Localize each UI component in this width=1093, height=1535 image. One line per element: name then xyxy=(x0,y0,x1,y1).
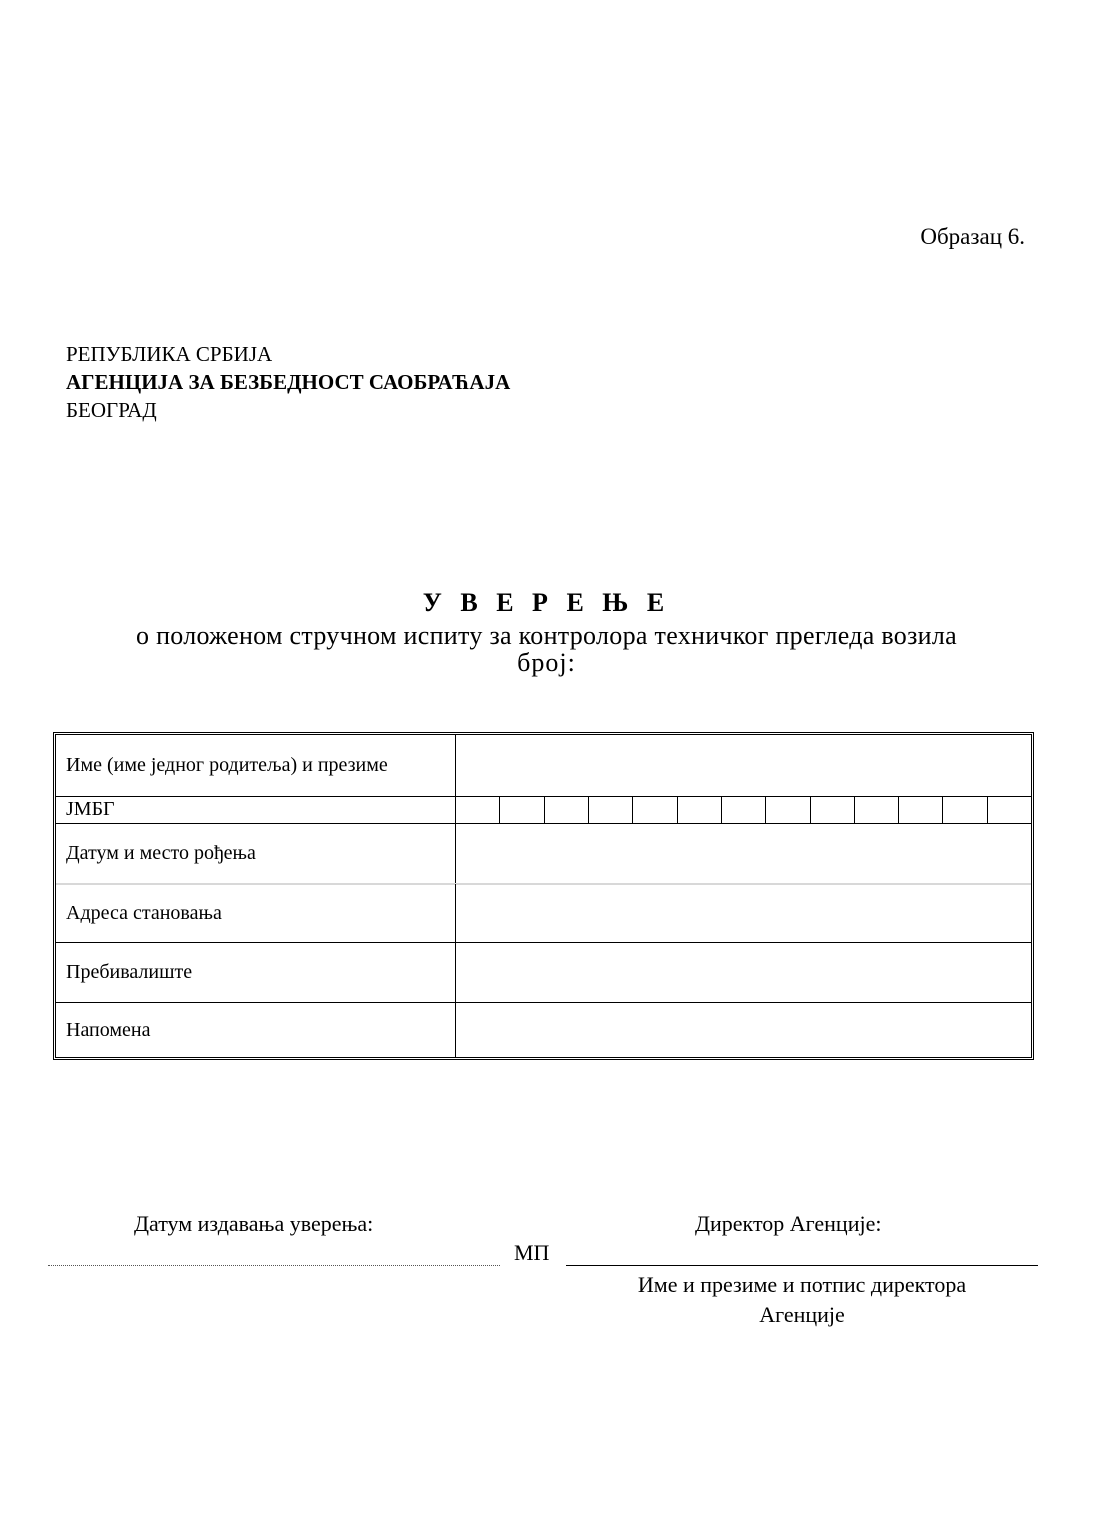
row-birth xyxy=(56,823,1031,885)
row-address xyxy=(56,884,1031,943)
jmbg-digit-cell[interactable] xyxy=(456,796,500,823)
row-note xyxy=(56,1003,1031,1057)
issuer-header xyxy=(66,340,510,424)
document-title-block xyxy=(0,588,1093,677)
jmbg-digit-cell[interactable] xyxy=(943,796,987,823)
holder-data-table xyxy=(53,732,1034,1060)
jmbg-digit-cell[interactable] xyxy=(545,796,589,823)
field-label-note: Напомена xyxy=(56,1003,456,1057)
field-label-address: Адреса становања xyxy=(56,884,456,942)
jmbg-digit-cell[interactable] xyxy=(678,796,722,823)
field-label-residence: Пребивалиште xyxy=(56,943,456,1002)
signature-caption-line1: Име и презиме и потпис директора xyxy=(637,1272,967,1297)
issue-date-label: Датум издавања уверења: xyxy=(134,1211,374,1236)
jmbg-digit-cell[interactable] xyxy=(899,796,943,823)
form-number: Образац 6. xyxy=(920,224,1025,249)
field-value-address[interactable] xyxy=(456,884,1031,942)
row-residence xyxy=(56,943,1031,1003)
director-signature-line[interactable] xyxy=(566,1265,1038,1266)
signature-caption xyxy=(566,1270,1038,1330)
issue-date-line[interactable] xyxy=(48,1265,500,1266)
jmbg-digit-cell[interactable] xyxy=(500,796,544,823)
row-name xyxy=(56,735,1031,797)
jmbg-digit-cell[interactable] xyxy=(855,796,899,823)
country-name: РЕПУБЛИКА СРБИЈА xyxy=(66,342,273,366)
row-jmbg xyxy=(56,796,1031,824)
city-name: БЕОГРАД xyxy=(66,398,157,422)
jmbg-digit-cell[interactable] xyxy=(811,796,855,823)
field-label-name: Име (име једног родитеља) и презиме xyxy=(56,735,456,796)
field-value-name[interactable] xyxy=(456,735,1031,796)
jmbg-digit-cell[interactable] xyxy=(722,796,766,823)
jmbg-digit-cell[interactable] xyxy=(766,796,810,823)
jmbg-digit-cells xyxy=(456,796,1031,823)
document-number-label: број: xyxy=(517,648,576,677)
director-label: Директор Агенције: xyxy=(695,1211,882,1236)
stamp-label: МП xyxy=(514,1240,550,1265)
document-title: У В Е Р Е Њ Е xyxy=(422,588,671,617)
field-value-birth[interactable] xyxy=(456,823,1031,883)
document-subtitle: о положеном стручном испиту за контролора техничког прегледа возила xyxy=(135,621,958,650)
agency-name: АГЕНЦИЈА ЗА БЕЗБЕДНОСТ САОБРАЋАЈА xyxy=(66,370,511,394)
field-label-birth: Датум и место рођења xyxy=(56,823,456,883)
field-label-jmbg: ЈМБГ xyxy=(56,796,456,823)
field-value-note[interactable] xyxy=(456,1003,1031,1057)
jmbg-digit-cell[interactable] xyxy=(589,796,633,823)
signature-caption-line2: Агенције xyxy=(759,1302,845,1327)
jmbg-digit-cell[interactable] xyxy=(988,796,1031,823)
field-value-residence[interactable] xyxy=(456,943,1031,1002)
jmbg-digit-cell[interactable] xyxy=(633,796,677,823)
